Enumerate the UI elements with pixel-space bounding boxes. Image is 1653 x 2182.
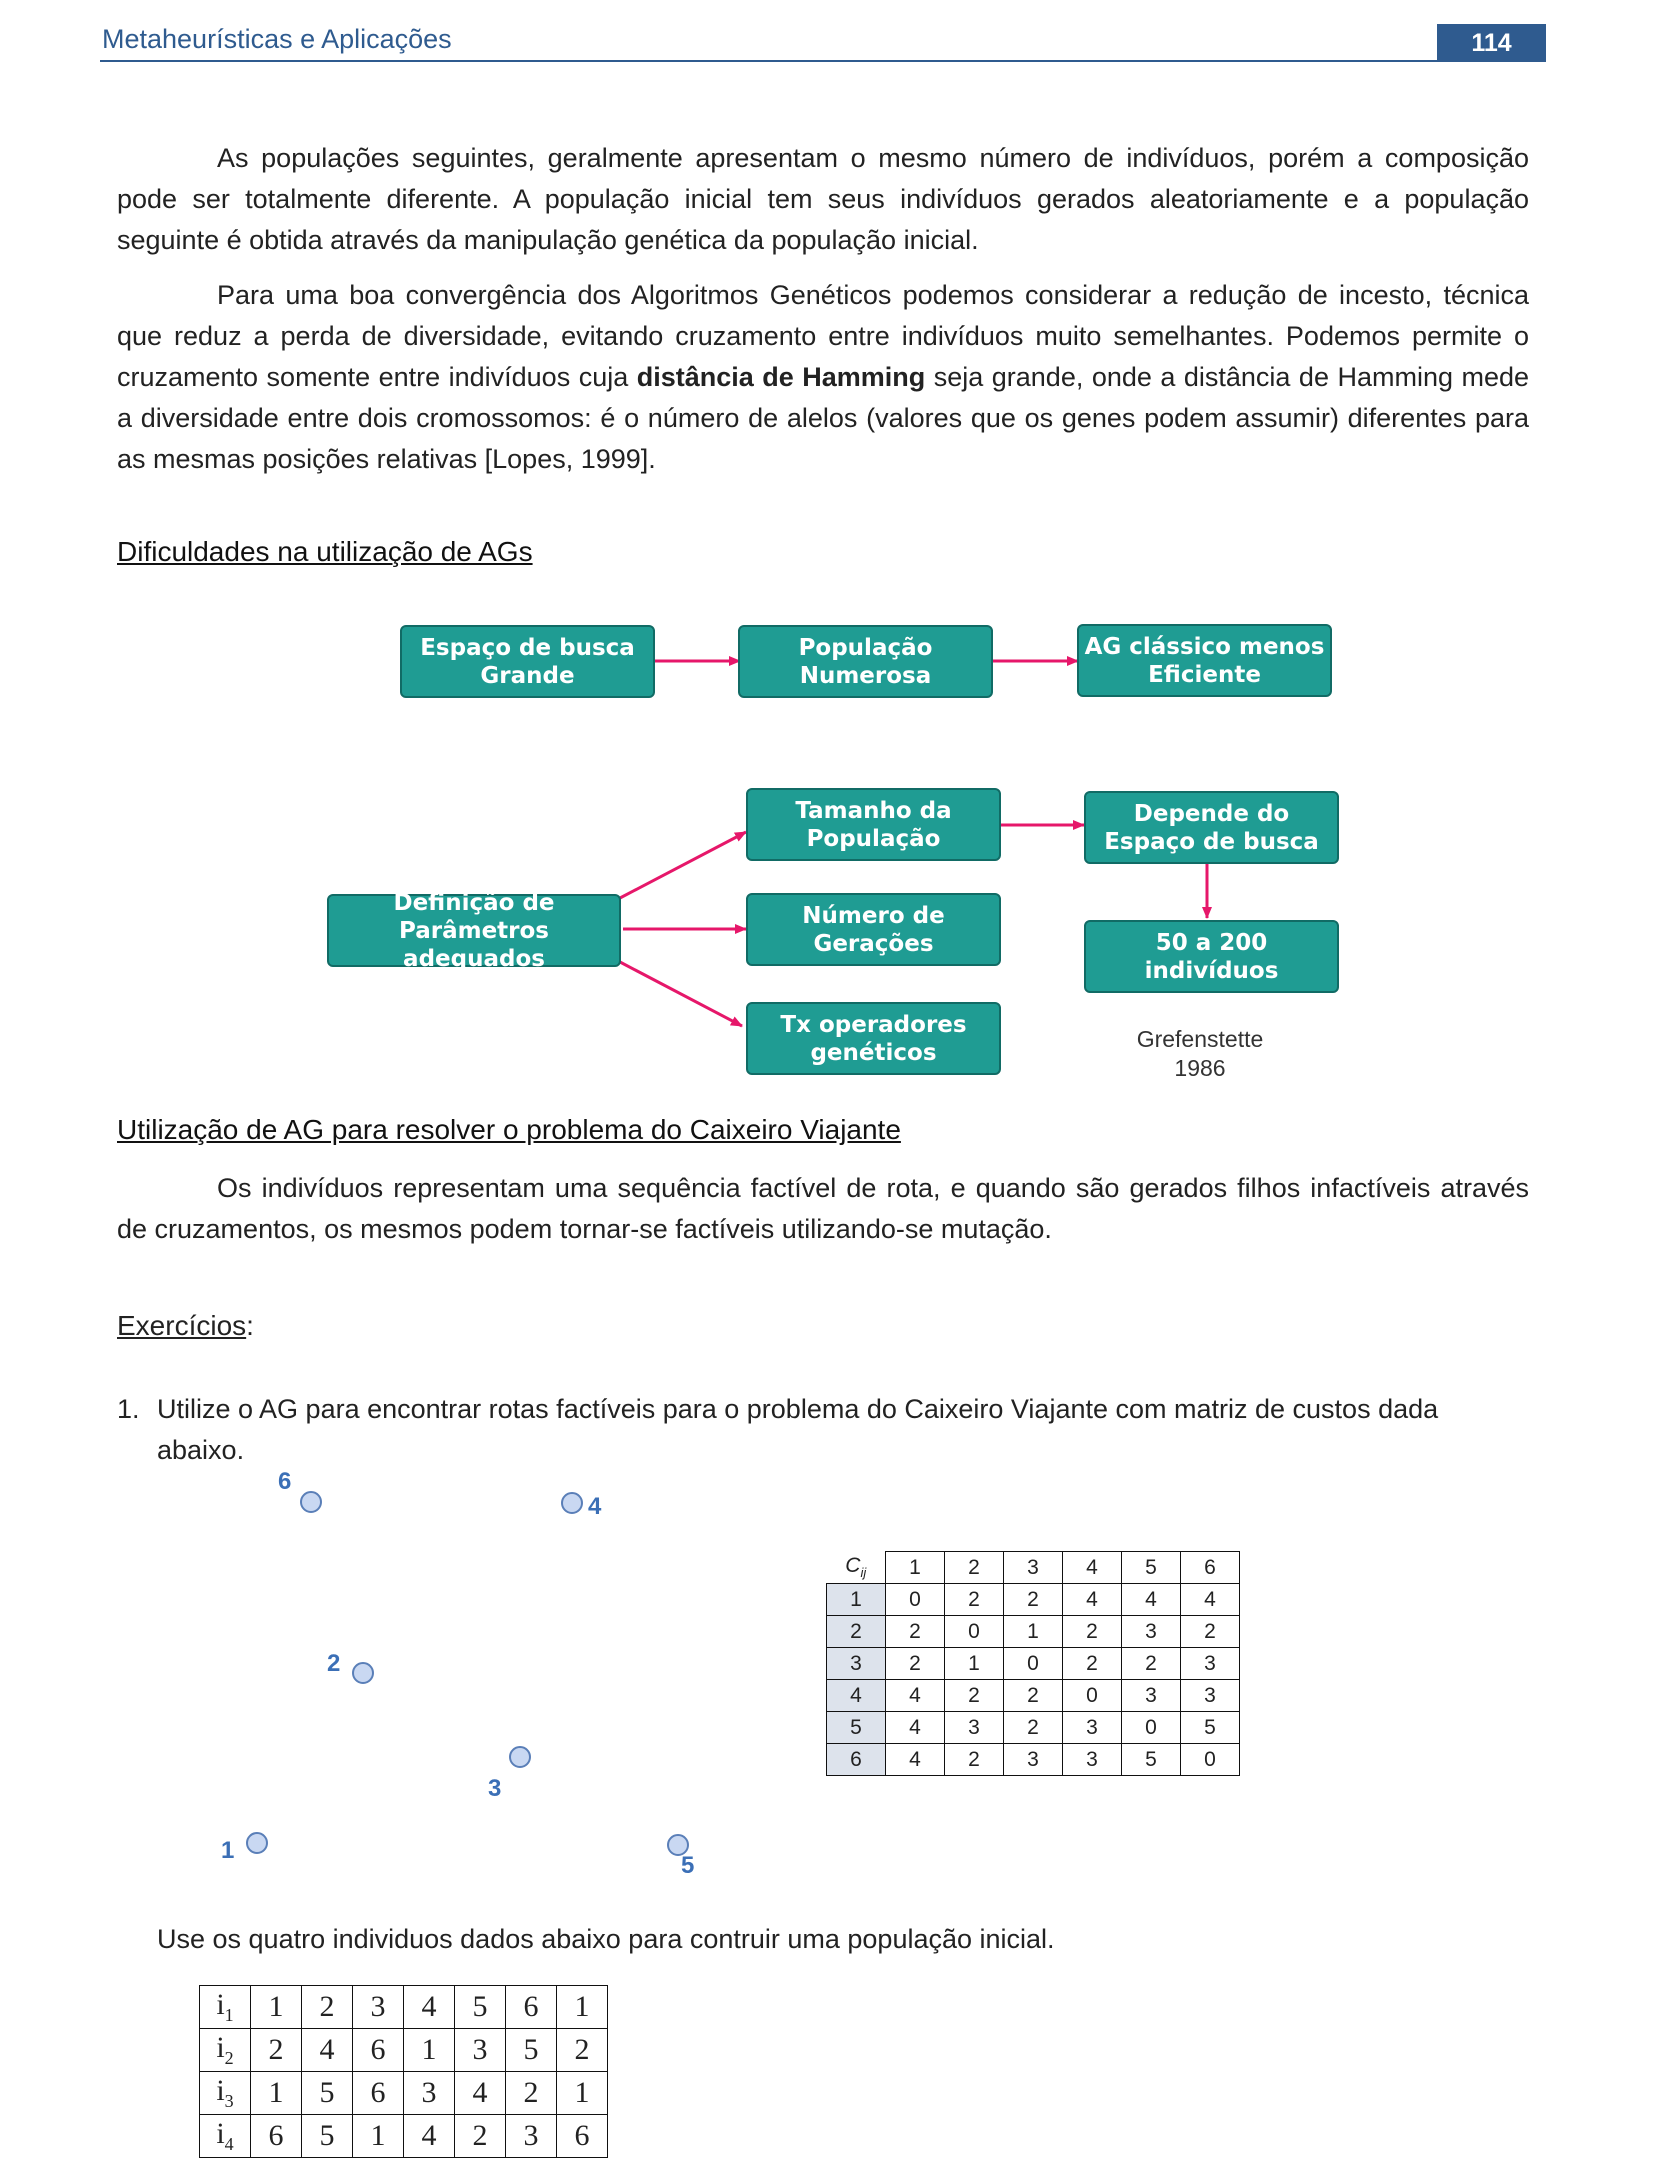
- box-generations: Número de Gerações: [746, 893, 1001, 966]
- table-cell: 2: [1181, 1616, 1240, 1648]
- node-3: [509, 1746, 531, 1768]
- individual-label-letter: i: [216, 2031, 225, 2064]
- paragraph-tsp-text: Os indivíduos representam uma sequência factível de rota, e quando são gerados filhos infactíveis através de cruzamentos, os mesmos podem tornar-se factíveis utilizando-se mutação.: [117, 1173, 1529, 1244]
- box-large-population: População Numerosa: [738, 625, 993, 698]
- gene-cell: 6: [506, 1986, 557, 2029]
- table-row: [827, 1584, 1240, 1616]
- node-label-3: 3: [488, 1775, 502, 1802]
- table-cell: 0: [945, 1616, 1004, 1648]
- gene-cell: 5: [302, 2115, 353, 2158]
- col-header: 3: [1004, 1552, 1063, 1584]
- col-header: 5: [1122, 1552, 1181, 1584]
- table-row: [827, 1712, 1240, 1744]
- table-row: [827, 1648, 1240, 1680]
- individuals-table: [199, 1985, 608, 2158]
- paragraph-tsp: [117, 1168, 1529, 1250]
- col-header: 1: [886, 1552, 945, 1584]
- gene-cell: 4: [404, 1986, 455, 2029]
- table-cell: 0: [886, 1584, 945, 1616]
- box-population-size: Tamanho da População: [746, 788, 1001, 861]
- gene-cell: 5: [455, 1986, 506, 2029]
- table-cell: 5: [1181, 1712, 1240, 1744]
- cost-matrix-corner: [827, 1552, 886, 1584]
- node-label-1: 1: [221, 1837, 235, 1864]
- section-title-exercises-wrap: [117, 1310, 254, 1342]
- section-title-exercises: Exercícios: [117, 1310, 247, 1341]
- table-cell: 3: [1122, 1616, 1181, 1648]
- table-cell: 0: [1181, 1744, 1240, 1776]
- arrow-box4-box5: [620, 832, 746, 898]
- exercise-number: 1.: [117, 1394, 140, 1424]
- table-cell: 2: [1004, 1712, 1063, 1744]
- table-cell: 2: [886, 1616, 945, 1648]
- gene-cell: 2: [302, 1986, 353, 2029]
- table-cell: 1: [945, 1648, 1004, 1680]
- table-cell: 1: [1004, 1616, 1063, 1648]
- table-cell: 2: [945, 1744, 1004, 1776]
- arrow-box4-box7: [620, 962, 742, 1026]
- gene-cell: 1: [251, 2072, 302, 2115]
- paragraph-populations-text: As populações seguintes, geralmente apresentam o mesmo número de indivíduos, porém a composição pode ser totalmente diferente. A população inicial tem seus indivíduos gerados aleatoriamente e a população seguinte é obtida através da manipulação genética da população inicial.: [117, 143, 1529, 255]
- table-cell: 4: [1181, 1584, 1240, 1616]
- individual-label-letter: i: [216, 2117, 225, 2150]
- box-search-space: Espaço de busca Grande: [400, 625, 655, 698]
- row-header: 5: [827, 1712, 886, 1744]
- paragraph-convergence-text-b: seja grande, onde a distância de Hamming mede a diversidade entre dois cromossomos: é o número de alelos (valores que os genes podem assumir) diferentes para as mesmas posições relativas [Lopes, 1999].: [117, 362, 1530, 474]
- table-cell: 4: [886, 1744, 945, 1776]
- individual-label-sub: 4: [224, 2134, 234, 2154]
- cost-corner-sub: ij: [860, 1565, 867, 1581]
- col-header: 6: [1181, 1552, 1240, 1584]
- table-row: [200, 2029, 608, 2072]
- gene-cell: 6: [251, 2115, 302, 2158]
- exercise-statement: Utilize o AG para encontrar rotas factíveis para o problema do Caixeiro Viajante com matriz de custos dada abaixo.: [157, 1394, 1439, 1465]
- gene-cell: 4: [302, 2029, 353, 2072]
- citation-year: 1986: [1174, 1055, 1226, 1081]
- gene-cell: 1: [404, 2029, 455, 2072]
- table-cell: 2: [1122, 1648, 1181, 1680]
- table-row: [827, 1680, 1240, 1712]
- table-row: [827, 1744, 1240, 1776]
- table-row: [200, 2072, 608, 2115]
- gene-cell: 2: [506, 2072, 557, 2115]
- table-row: [827, 1616, 1240, 1648]
- table-cell: 4: [886, 1712, 945, 1744]
- gene-cell: 1: [557, 2072, 608, 2115]
- section-title-tsp: Utilização de AG para resolver o problema do Caixeiro Viajante: [117, 1114, 901, 1145]
- citation-author: Grefenstette: [1136, 1026, 1264, 1052]
- cost-matrix-table: [826, 1551, 1240, 1776]
- row-header: 2: [827, 1616, 886, 1648]
- individual-label: [200, 2072, 251, 2115]
- gene-cell: 2: [251, 2029, 302, 2072]
- gene-cell: 6: [557, 2115, 608, 2158]
- individual-label-sub: 3: [224, 2091, 234, 2111]
- col-header: 2: [945, 1552, 1004, 1584]
- citation-grefenstette: [1100, 1025, 1300, 1083]
- table-cell: 2: [1004, 1680, 1063, 1712]
- section-title-colon: :: [246, 1310, 254, 1341]
- use-individuals-text: Use os quatro individuos dados abaixo para contruir uma população inicial.: [157, 1924, 1055, 1954]
- box-parameter-definition: Definição de Parâmetros adequados: [327, 894, 621, 967]
- gene-cell: 2: [557, 2029, 608, 2072]
- node-label-4: 4: [588, 1493, 602, 1520]
- row-header: 4: [827, 1680, 886, 1712]
- header-title: Metaheurísticas e Aplicações: [102, 24, 452, 54]
- gene-cell: 6: [353, 2072, 404, 2115]
- table-cell: 2: [945, 1680, 1004, 1712]
- cost-corner-symbol: C: [845, 1554, 861, 1578]
- table-cell: 3: [1181, 1648, 1240, 1680]
- gene-cell: 4: [404, 2115, 455, 2158]
- table-cell: 3: [1004, 1744, 1063, 1776]
- table-cell: 2: [1004, 1584, 1063, 1616]
- row-header: 1: [827, 1584, 886, 1616]
- individual-label-letter: i: [216, 1988, 225, 2021]
- gene-cell: 4: [455, 2072, 506, 2115]
- gene-cell: 1: [557, 1986, 608, 2029]
- hamming-term: distância de Hamming: [636, 362, 926, 392]
- gene-cell: 3: [404, 2072, 455, 2115]
- table-cell: 4: [1122, 1584, 1181, 1616]
- individual-label-letter: i: [216, 2074, 225, 2107]
- table-row: [200, 2115, 608, 2158]
- table-cell: 4: [1063, 1584, 1122, 1616]
- table-cell: 2: [1063, 1648, 1122, 1680]
- individual-label-sub: 2: [224, 2048, 234, 2068]
- page-number: 114: [1437, 24, 1546, 62]
- gene-cell: 6: [353, 2029, 404, 2072]
- table-cell: 4: [886, 1680, 945, 1712]
- gene-cell: 3: [353, 1986, 404, 2029]
- table-cell: 0: [1004, 1648, 1063, 1680]
- table-cell: 3: [1063, 1744, 1122, 1776]
- node-4: [561, 1492, 583, 1514]
- table-cell: 3: [1122, 1680, 1181, 1712]
- individual-label-sub: 1: [224, 2005, 234, 2025]
- individual-label: [200, 1986, 251, 2029]
- table-cell: 3: [945, 1712, 1004, 1744]
- gene-cell: 2: [455, 2115, 506, 2158]
- table-cell: 2: [945, 1584, 1004, 1616]
- node-6: [300, 1491, 322, 1513]
- table-cell: 0: [1122, 1712, 1181, 1744]
- table-row: [200, 1986, 608, 2029]
- box-genetic-operators: Tx operadores genéticos: [746, 1002, 1001, 1075]
- individual-label: [200, 2029, 251, 2072]
- gene-cell: 5: [506, 2029, 557, 2072]
- node-2: [352, 1662, 374, 1684]
- row-header: 6: [827, 1744, 886, 1776]
- cost-matrix-header-row: [827, 1552, 1240, 1584]
- box-classic-ga: AG clássico menos Eficiente: [1077, 624, 1332, 697]
- gene-cell: 3: [506, 2115, 557, 2158]
- table-cell: 5: [1122, 1744, 1181, 1776]
- node-label-5: 5: [681, 1852, 695, 1879]
- row-header: 3: [827, 1648, 886, 1680]
- gene-cell: 1: [353, 2115, 404, 2158]
- table-cell: 2: [886, 1648, 945, 1680]
- gene-cell: 5: [302, 2072, 353, 2115]
- paragraph-convergence-text-a: Para uma boa convergência dos Algoritmos Genéticos podemos considerar a redução de incesto, técnica que reduz a perda de diversidade, evitando cruzamento entre indivíduos muito semelhantes. Podemos permite o cruzamento somente entre indivíduos cuja: [117, 280, 1529, 392]
- gene-cell: 3: [455, 2029, 506, 2072]
- table-cell: 3: [1181, 1680, 1240, 1712]
- node-label-6: 6: [278, 1468, 292, 1495]
- box-50-200-individuals: 50 a 200 indivíduos: [1084, 920, 1339, 993]
- node-label-2: 2: [327, 1650, 341, 1677]
- box-depends-search-space: Depende do Espaço de busca: [1084, 791, 1339, 864]
- gene-cell: 1: [251, 1986, 302, 2029]
- individual-label: [200, 2115, 251, 2158]
- node-1: [246, 1832, 268, 1854]
- table-cell: 3: [1063, 1712, 1122, 1744]
- table-cell: 2: [1063, 1616, 1122, 1648]
- table-cell: 0: [1063, 1680, 1122, 1712]
- col-header: 4: [1063, 1552, 1122, 1584]
- section-title-difficulties: Dificuldades na utilização de AGs: [117, 536, 533, 567]
